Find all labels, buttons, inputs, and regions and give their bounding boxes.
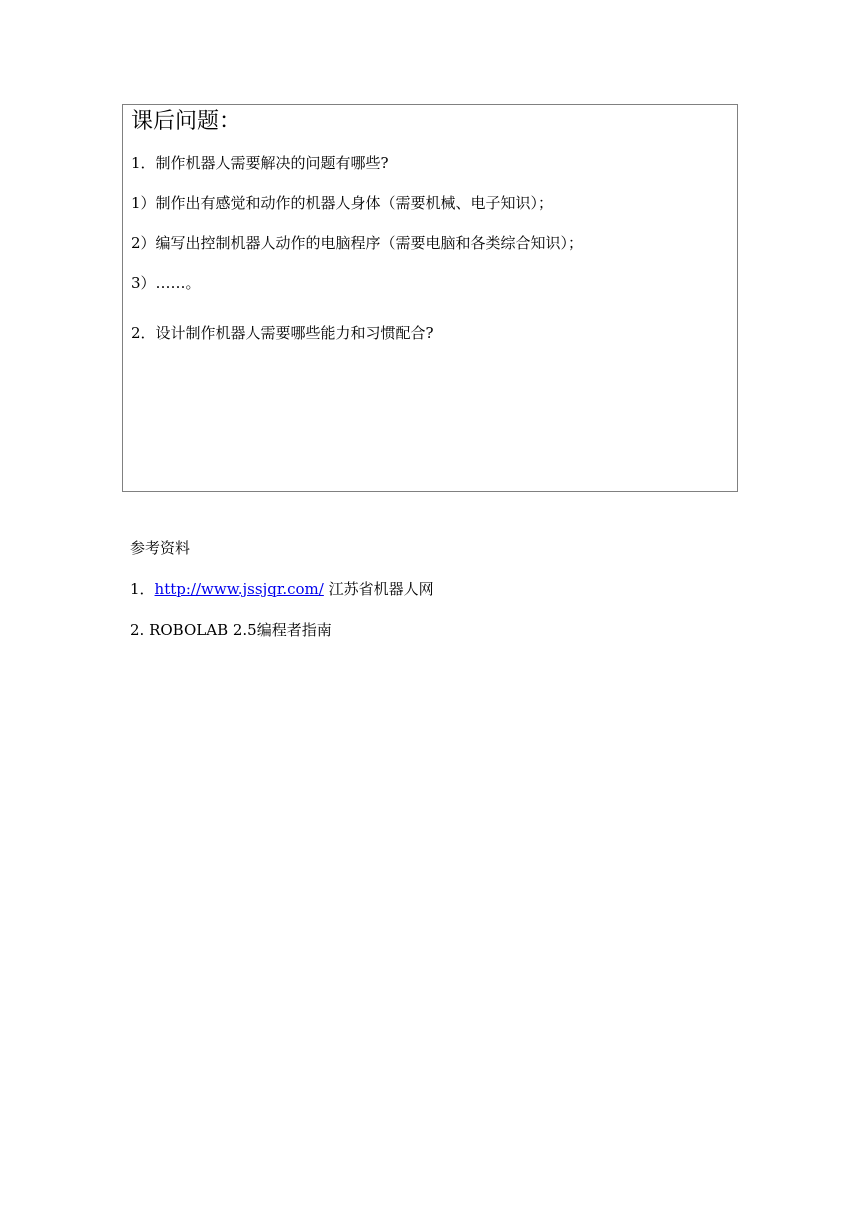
answer-3: 3）……。 (131, 274, 201, 292)
question-2: 2．设计制作机器人需要哪些能力和习惯配合? (131, 324, 434, 342)
question-1: 1．制作机器人需要解决的问题有哪些? (131, 154, 389, 172)
references-title: 参考资料 (130, 539, 191, 557)
questions-heading: 课后问题： (131, 109, 242, 134)
questions-box (122, 104, 738, 492)
reference-description-1: 江苏省机器人网 (323, 580, 434, 598)
reference-item-1 (130, 579, 434, 599)
answer-2: 2）编写出控制机器人动作的电脑程序（需要电脑和各类综合知识）； (131, 234, 584, 252)
reference-number-1: 1． (130, 580, 155, 598)
reference-item-2: 2. ROBOLAB 2.5编程者指南 (130, 621, 332, 639)
reference-link[interactable]: http://www.jssjqr.com/ (154, 580, 324, 598)
answer-1: 1）制作出有感觉和动作的机器人身体（需要机械、电子知识）； (131, 194, 554, 212)
